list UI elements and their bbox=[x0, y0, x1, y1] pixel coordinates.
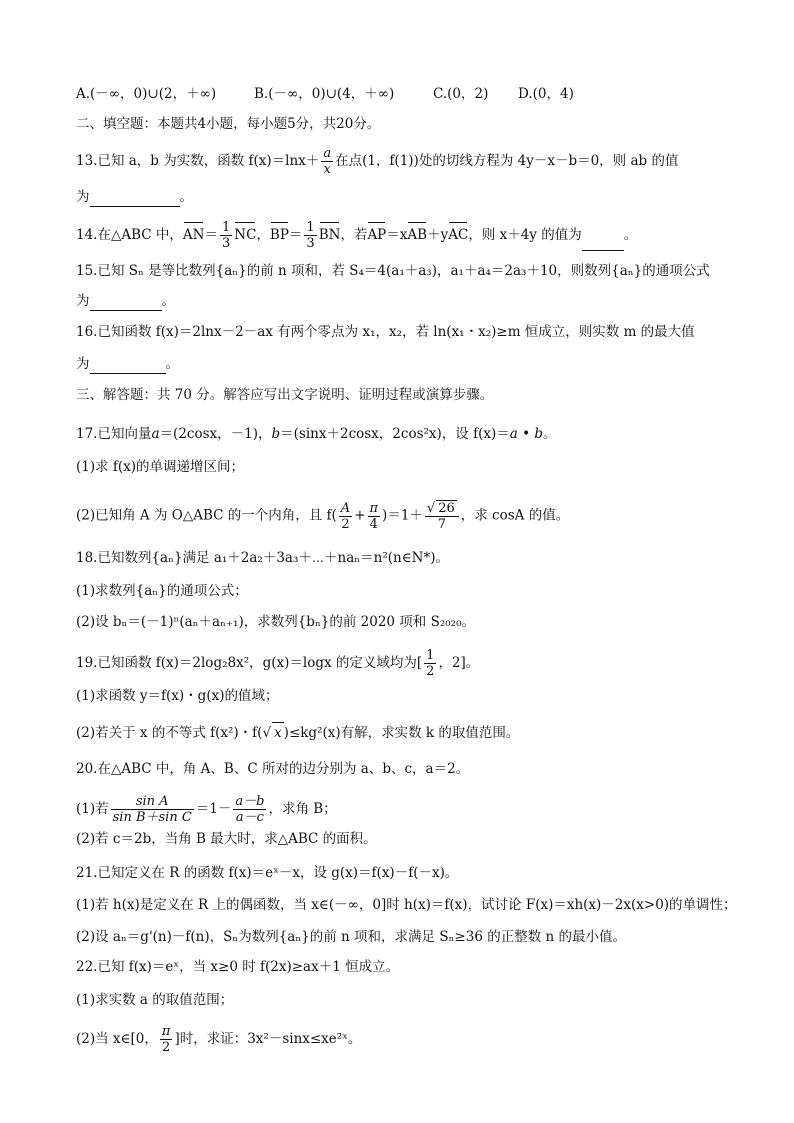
q21-part1: (1)若 h(x)是定义在 R 上的偶函数，当 x∈(－∞，0]时 h(x)＝f(x)，试讨论 F(x)＝xh(x)－2x(x>0)的单调性； bbox=[76, 897, 737, 913]
vector-a: a bbox=[151, 426, 160, 442]
q13-frac-den: x bbox=[323, 162, 331, 177]
q17-mid2: ＝(sinx＋2cosx，2cos²x)，设 f(x)＝ bbox=[280, 426, 510, 442]
q13-answer-blank[interactable] bbox=[90, 192, 180, 207]
q14-fraction-2 bbox=[304, 220, 316, 251]
q19-part1: (1)求函数 y＝f(x)・g(x)的值域； bbox=[76, 688, 279, 704]
q18-part2: (2)设 bₙ＝(－1)ⁿ(aₙ＋aₙ₊₁)，求数列{bₙ}的前 2020 项和 S₂₀₂₀。 bbox=[76, 614, 475, 630]
q14-end: 。 bbox=[623, 227, 638, 243]
q17-frac-sqrt bbox=[425, 500, 459, 532]
vector-bn: BN bbox=[318, 227, 341, 243]
q13-end: 。 bbox=[179, 189, 193, 205]
q17-frac-pi4 bbox=[368, 501, 381, 532]
vector-nc: NC bbox=[234, 227, 257, 243]
q22-part2 bbox=[76, 1024, 361, 1055]
q20-part2: (2)若 c＝2b，当角 B 最大时，求△ABC 的面积。 bbox=[76, 831, 377, 847]
q14-eq2: ＝ bbox=[288, 227, 303, 243]
section-fill-in-heading: 二、填空题：本题共4小题，每小题5分，共20分。 bbox=[76, 116, 381, 132]
question-16-line2 bbox=[76, 354, 179, 374]
q14-fraction-1 bbox=[220, 220, 232, 251]
q17-frac1-num: A bbox=[340, 500, 351, 516]
vector-b-2: b bbox=[534, 426, 543, 442]
q13-frac-num: a bbox=[323, 146, 332, 161]
question-22: 22.已知 f(x)＝eˣ，当 x≥0 时 f(2x)≥ax＋1 恒成立。 bbox=[76, 959, 400, 975]
question-17 bbox=[76, 424, 557, 444]
question-13 bbox=[76, 146, 678, 177]
question-18: 18.已知数列{aₙ}满足 a₁＋2a₂＋3a₃＋⋯＋naₙ＝n²(n∈N*)。 bbox=[76, 550, 450, 566]
q17-mid1: ＝(2cosx，－1)， bbox=[159, 426, 272, 442]
question-20: 20.在△ABC 中，角 A、B、C 所对的边分别为 a、b、c，a＝2。 bbox=[76, 761, 470, 777]
q19-text-post: ，2]。 bbox=[438, 655, 480, 671]
vector-ac: AC bbox=[448, 227, 469, 243]
q17-p2-post: ，求 cosA 的值。 bbox=[460, 507, 570, 524]
q14-plus: ＋y bbox=[427, 227, 449, 243]
q20-part1 bbox=[76, 794, 337, 825]
q22-part1: (1)求实数 a 的取值范围； bbox=[76, 992, 234, 1008]
q14-f2-den: 3 bbox=[306, 236, 315, 251]
question-19 bbox=[76, 648, 479, 679]
q17-part1: (1)求 f(x)的单调递增区间； bbox=[76, 459, 245, 475]
q17-end: 。 bbox=[543, 426, 557, 442]
question-15-line2 bbox=[76, 291, 175, 311]
q17-p2-eq: )＝1＋ bbox=[382, 507, 423, 524]
q17-p2-plus: + bbox=[354, 507, 366, 524]
q15-answer-blank[interactable] bbox=[90, 296, 162, 311]
q17-frac3-den: 7 bbox=[437, 517, 446, 532]
question-16: 16.已知函数 f(x)＝2lnx－2－ax 有两个零点为 x₁，x₂，若 ln(x₁・x₂)≥m 恒成立，则实数 m 的最大值 bbox=[76, 324, 695, 340]
q17-frac2-den: 4 bbox=[369, 516, 378, 532]
q19-sqrt-value: x bbox=[272, 722, 284, 743]
option-a: A.(－∞，0)∪(2，＋∞) bbox=[76, 86, 217, 102]
q20-frac2-num: a－b bbox=[235, 794, 265, 809]
vector-ab: AB bbox=[407, 227, 428, 243]
q15-line2-text: 为 bbox=[76, 293, 90, 309]
q19-part2: (2)若关于 x 的不等式 f(x²)・f(√ x )≤kg²(x)有解，求实数 k 的取值范围。 bbox=[76, 722, 519, 743]
q20-frac-ab bbox=[233, 794, 266, 825]
q22-frac-den: 2 bbox=[162, 1040, 171, 1055]
q14-text-pre: 14.在△ABC 中， bbox=[76, 227, 183, 243]
q20-frac1-num: sin A bbox=[111, 794, 194, 810]
q14-f2-num: 1 bbox=[306, 220, 315, 235]
q17-frac1-den: 2 bbox=[341, 516, 350, 532]
q14-text-post: ，则 x＋4y 的值为 bbox=[468, 227, 582, 243]
q19-frac-den: 2 bbox=[426, 664, 435, 679]
q16-answer-blank[interactable] bbox=[90, 359, 166, 374]
question-21: 21.已知定义在 R 的函数 f(x)＝eˣ－x，设 g(x)＝f(x)－f(－x)。 bbox=[76, 865, 459, 881]
q22-fraction bbox=[160, 1024, 173, 1055]
q20-p1-eq: ＝1－ bbox=[195, 801, 232, 817]
q17-part2 bbox=[76, 500, 569, 532]
q14-f1-num: 1 bbox=[221, 220, 231, 235]
q20-p1-pre: (1)若 bbox=[76, 801, 109, 817]
question-15: 15.已知 Sₙ 是等比数列{aₙ}的前 n 项和，若 S₄＝4(a₁＋a₃)，a₁＋a₄＝2a₃＋10，则数列{aₙ}的通项公式 bbox=[76, 263, 710, 279]
q17-frac-a2 bbox=[339, 501, 352, 532]
q13-text-pre: 13.已知 a，b 为实数，函数 f(x)＝lnx＋ bbox=[76, 153, 320, 169]
q19-frac-num: 1 bbox=[426, 648, 435, 663]
question-13-line2 bbox=[76, 187, 193, 207]
q14-sep: ， bbox=[256, 227, 270, 243]
q17-text-pre: 17.已知向量 bbox=[76, 426, 152, 442]
vector-ap: AP bbox=[367, 227, 387, 243]
q19-text-pre: 19.已知函数 f(x)＝2log₂8x²，g(x)＝logx 的定义域均为[ bbox=[76, 655, 423, 671]
q17-p2-pre: (2)已知角 A 为 O△ABC 的一个内角，且 f( bbox=[76, 507, 337, 524]
q14-mid: ，若 bbox=[340, 227, 368, 243]
q20-frac1-den: sin B＋sin C bbox=[112, 810, 192, 825]
q14-answer-blank[interactable] bbox=[582, 236, 624, 251]
q17-dot-operator: • bbox=[517, 426, 535, 442]
vector-a-2: a bbox=[509, 426, 518, 442]
q13-line2-text: 为 bbox=[76, 189, 90, 205]
q21-part2: (2)设 aₙ＝g'(n)－f(n)，Sₙ为数列{aₙ}的前 n 项和，求满足 Sₙ≥36 的正整数 n 的最小值。 bbox=[76, 929, 626, 945]
q13-fraction bbox=[321, 146, 333, 177]
q22-frac-num: π bbox=[161, 1024, 171, 1039]
q22-p2-post: ]时，求证：3x²－sinx≤xe²ˣ。 bbox=[174, 1031, 362, 1047]
q20-frac2-den: a－c bbox=[235, 810, 264, 825]
q17-sqrt-value: 26 bbox=[438, 501, 455, 516]
q14-eq3: ＝x bbox=[386, 227, 408, 243]
option-d: D.(0，4) bbox=[518, 86, 574, 102]
q19-p2-pre: (2)若关于 x 的不等式 f(x²)・f( bbox=[76, 725, 263, 741]
q17-frac2-num: π bbox=[369, 500, 379, 516]
q20-frac-sin bbox=[111, 794, 194, 825]
vector-b: b bbox=[271, 426, 281, 442]
q17-frac3-num: √ 26 bbox=[425, 500, 459, 517]
option-b: B.(－∞，0)∪(4，＋∞) bbox=[254, 86, 395, 102]
question-14 bbox=[76, 220, 637, 251]
q14-f1-den: 3 bbox=[221, 236, 231, 251]
q13-text-post: 在点(1，f(1))处的切线方程为 4y－x－b＝0，则 ab 的值 bbox=[335, 153, 679, 169]
vector-bp: BP bbox=[269, 227, 289, 243]
q14-eq1: ＝ bbox=[204, 227, 218, 243]
q15-end: 。 bbox=[161, 293, 175, 309]
q22-p2-pre: (2)当 x∈[0， bbox=[76, 1031, 158, 1047]
q16-line2-text: 为 bbox=[76, 356, 90, 372]
q19-p2-post: )≤kg²(x)有解，求实数 k 的取值范围。 bbox=[283, 725, 520, 741]
q20-p1-post: ，求角 B； bbox=[268, 801, 337, 817]
q18-part1: (1)求数列{aₙ}的通项公式； bbox=[76, 583, 248, 599]
option-c: C.(0，2) bbox=[433, 86, 489, 102]
q16-end: 。 bbox=[165, 356, 179, 372]
section-solution-heading: 三、解答题：共 70 分。解答应写出文字说明、证明过程或演算步骤。 bbox=[76, 387, 494, 403]
q19-fraction bbox=[424, 648, 436, 679]
vector-an: AN bbox=[182, 227, 205, 243]
